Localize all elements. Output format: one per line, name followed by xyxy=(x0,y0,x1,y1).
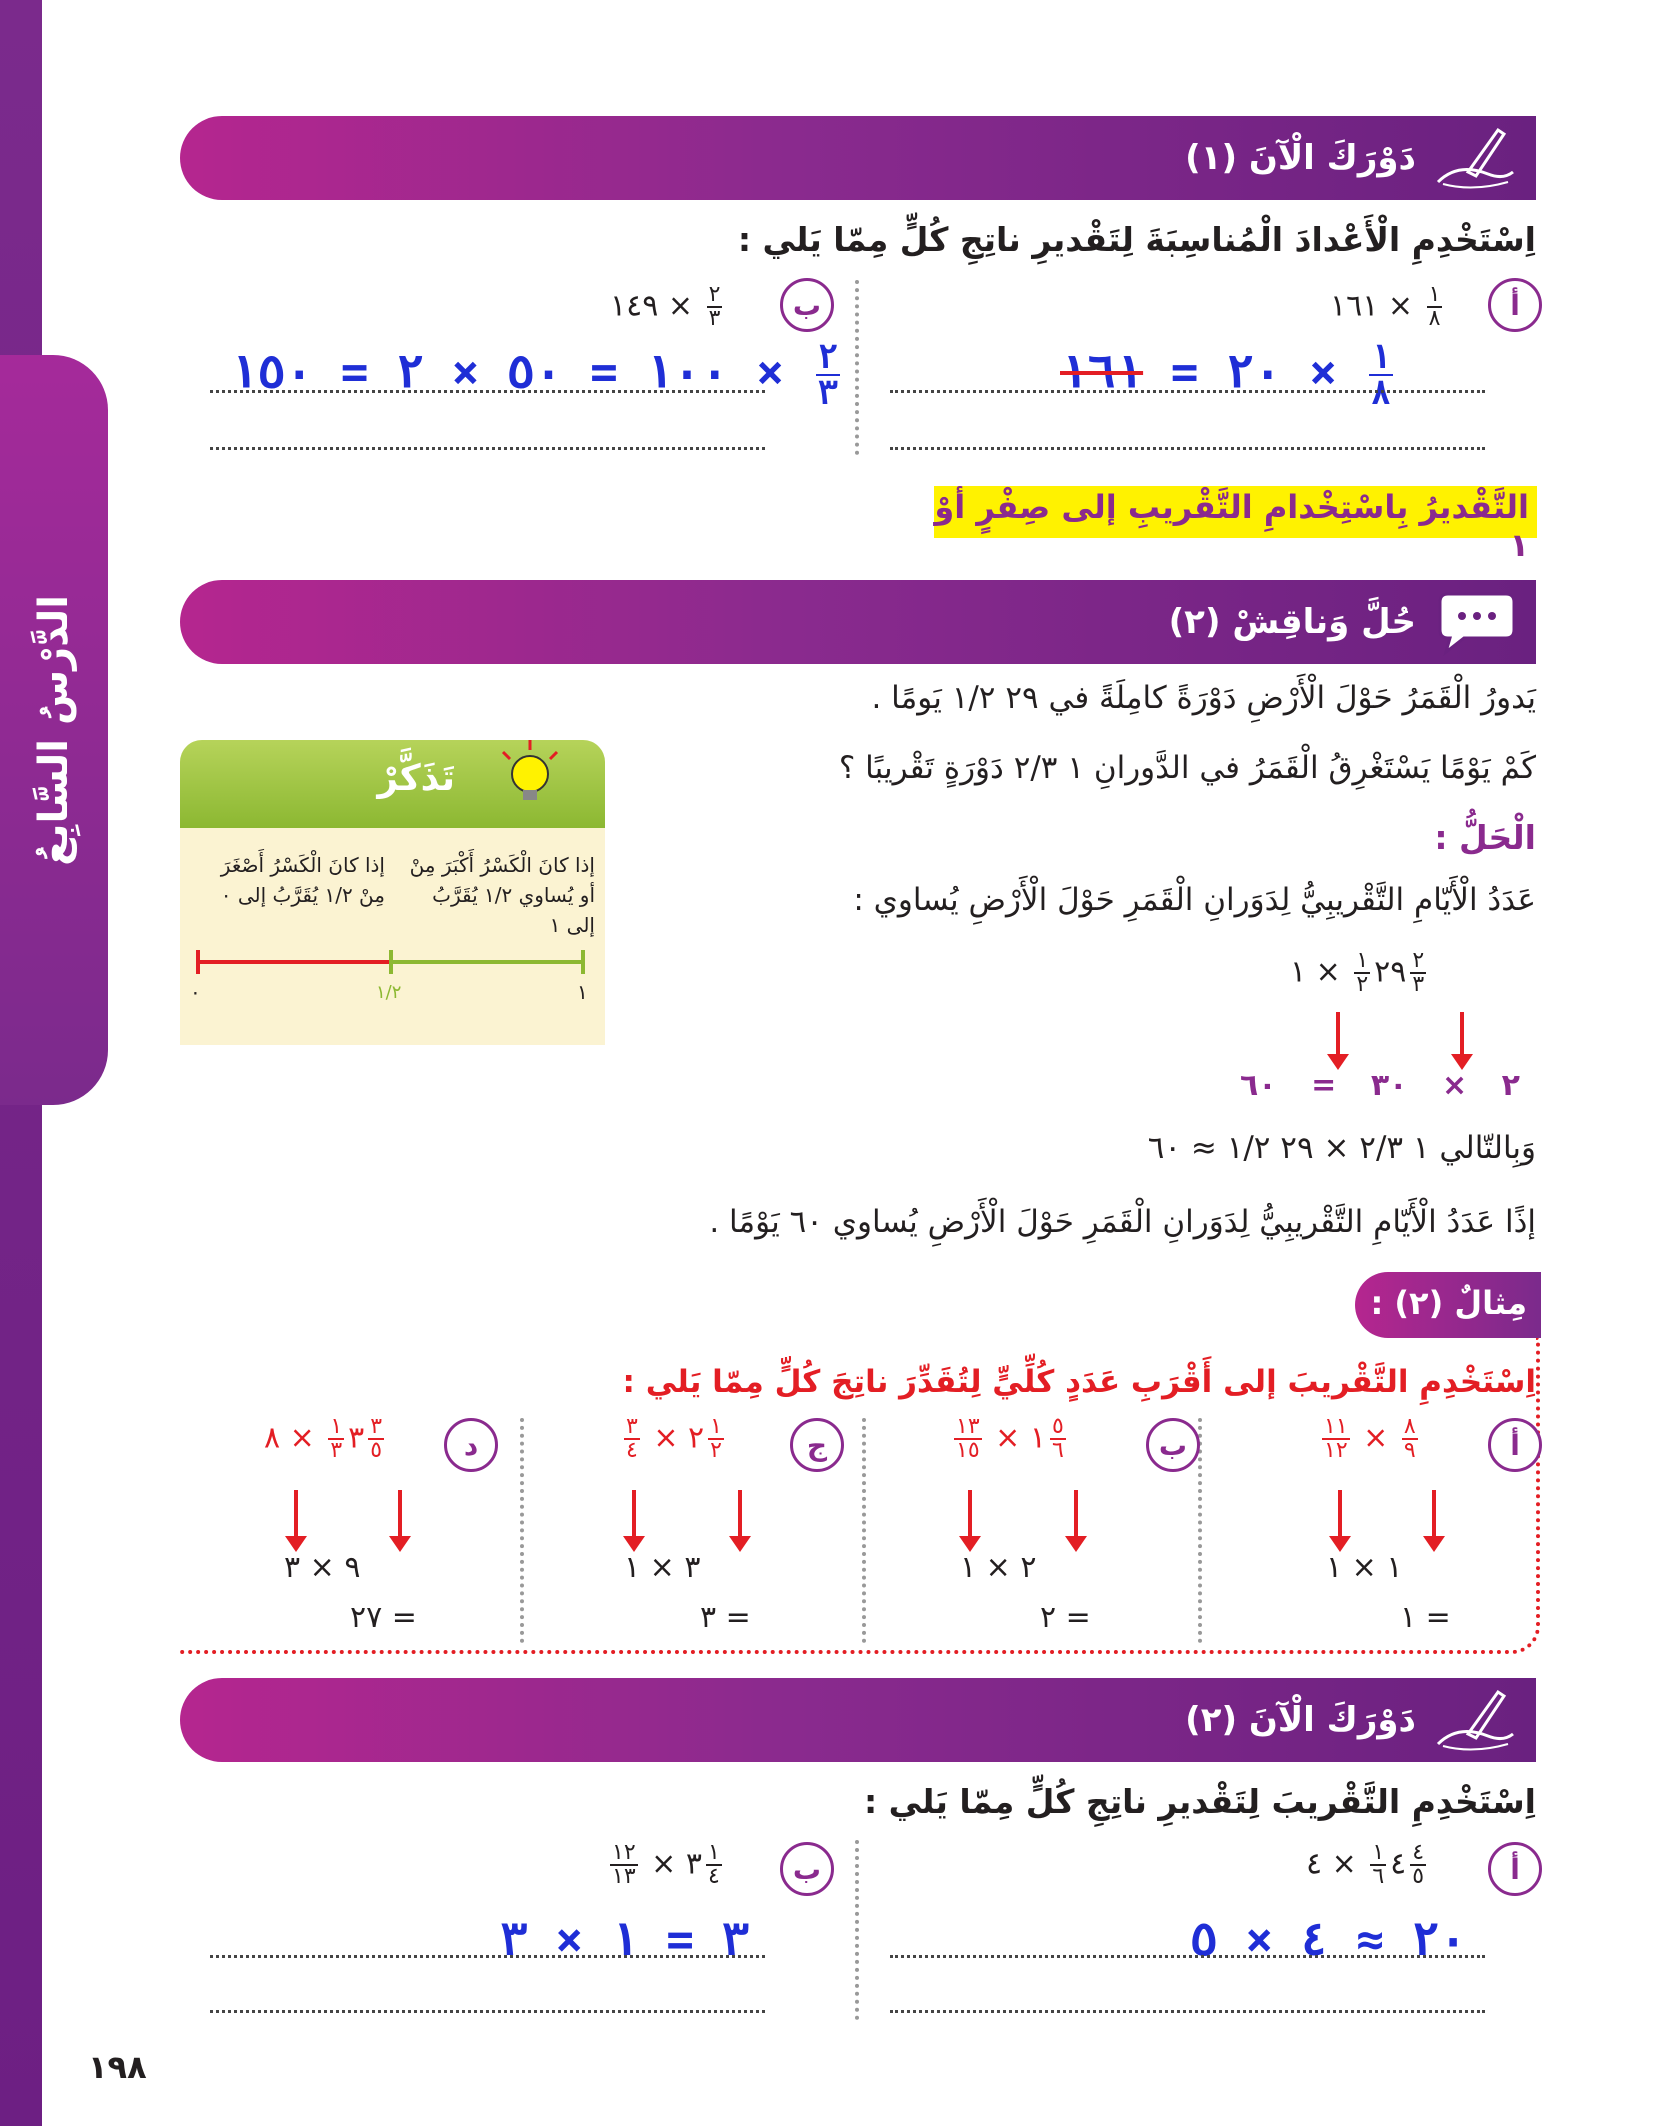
answer-line xyxy=(890,2010,1485,2013)
answer-line xyxy=(210,447,765,450)
discuss-title: حُلَّ وَناقِشْ (٢) xyxy=(1168,602,1416,642)
item-b-badge: ب xyxy=(780,278,834,332)
down-arrow xyxy=(398,1490,402,1538)
remember-rule-half-or-more: إذا كانَ الْكَسْرُ أَكْبَرَ مِنْ أو يُساوي ١/٢ يُقَرَّبُ إلى ١ xyxy=(409,853,595,937)
down-arrow xyxy=(632,1490,636,1538)
remember-header xyxy=(180,740,605,828)
turn1-title: دَوْرَكَ الْآنَ (١) xyxy=(1185,138,1416,178)
answer-line xyxy=(210,1955,765,1958)
turn1-b-handwritten-answer: ١٠٠ = ٥٠ × ٢ = ١٥٠ × $\frac{٢}{٣}$ xyxy=(230,337,839,413)
turn2-b-handwritten-answer: ٣ = ١ × ٣ xyxy=(500,1912,750,1966)
scale-red-segment xyxy=(198,960,390,964)
column-divider xyxy=(855,280,859,455)
example-a-rounded: ١ × ١ xyxy=(1326,1550,1403,1585)
turn1-banner xyxy=(180,116,1536,200)
scale-tick xyxy=(389,950,393,974)
lesson-side-title xyxy=(0,355,108,1105)
example-a-expression: $\frac{١١}{١٢}$ × $\frac{٨}{٩}$ xyxy=(1324,1414,1416,1463)
lesson-side-title-text: الدَّرْسُ السَّابِعُ xyxy=(31,594,77,866)
answer-line xyxy=(890,447,1485,450)
example-c-rounded: ٣ × ١ xyxy=(624,1550,701,1585)
down-arrow xyxy=(1074,1490,1078,1538)
example-c-result: = ٣ xyxy=(700,1600,751,1635)
scale-tick xyxy=(581,950,585,974)
example-b-result: = ٢ xyxy=(1040,1600,1091,1635)
item-b-badge: ب xyxy=(780,1842,834,1896)
example-d-expression: ٣ $\frac{١}{٣}$ × ٨ $\frac{٣}{٥}$ xyxy=(264,1414,383,1463)
example-c-expression: $\frac{٣}{٤}$ × ٢ $\frac{١}{٢}$ xyxy=(626,1414,722,1463)
turn2-title: دَوْرَكَ الْآنَ (٢) xyxy=(1185,1700,1416,1740)
solution-label: الْحَلُّ : xyxy=(1434,818,1536,857)
down-arrow xyxy=(1460,1012,1464,1056)
turn2-a-expression: ٤ $\frac{١}{٦}$ × ٤ $\frac{٤}{٥}$ xyxy=(1306,1840,1425,1889)
down-arrow xyxy=(1336,1012,1340,1056)
turn2-banner xyxy=(180,1678,1536,1762)
discuss-line1: يَدورُ الْقَمَرُ حَوْلَ الْأَرْضِ دَوْرَةً كامِلَةً في ٢٩ ١/٢ يَومًا . xyxy=(871,680,1536,716)
discuss-banner xyxy=(180,580,1536,664)
discuss-line3: عَدَدُ الْأَيّامِ التَّقْريبِيُّ لِدَوَرانِ الْقَمَرِ حَوْلَ الْأَرْضِ يُساوي : xyxy=(853,882,1536,918)
highlight-heading: التَّقْديرُ بِاسْتِخْدامِ التَّقْريبِ إلى صِفْرٍ أوْ ١ xyxy=(934,488,1529,564)
writing-hand-icon xyxy=(1428,1684,1518,1756)
remember-rule-less-than-half: إذا كانَ الْكَسْرُ أَصْغَرَ مِنْ ١/٢ يُقَرَّبُ إلى ٠ xyxy=(220,853,385,907)
item-a-badge: أ xyxy=(1488,1842,1542,1896)
answer-line xyxy=(890,1955,1485,1958)
turn2-a-handwritten-answer: ٢٠ ≈ ٤ × ٥ xyxy=(1190,1912,1467,1966)
example-a-badge: أ xyxy=(1488,1418,1542,1472)
turn2-b-expression: $\frac{١٢}{١٣}$ × ٣ $\frac{١}{٤}$ xyxy=(612,1840,720,1889)
scale-label-zero: ٠ xyxy=(190,980,201,1004)
example-b-rounded: ٢ × ١ xyxy=(960,1550,1037,1585)
scale-green-segment xyxy=(390,960,583,964)
example-d-rounded: ٩ × ٣ xyxy=(284,1550,361,1585)
answer-line xyxy=(890,390,1485,393)
example-a-result: = ١ xyxy=(1400,1600,1451,1635)
example-title: مِثالٌ (٢) : xyxy=(1370,1284,1527,1322)
down-arrow xyxy=(294,1490,298,1538)
page-number: ١٩٨ xyxy=(88,2048,147,2086)
discuss-conclusion: وَبِالتّالي ١ ٢/٣ × ٢٩ ١/٢ ≈ ٦٠ xyxy=(1147,1130,1536,1166)
example-b-badge: ب xyxy=(1146,1418,1200,1472)
example-instruction: اِسْتَخْدِمِ التَّقْريبَ إلى أَقْرَبِ عَدَدٍ كُلِّيٍّ لِتُقَدِّرَ ناتِجَ كُلٍّ مِمّا يَلي : xyxy=(622,1364,1536,1400)
down-arrow xyxy=(968,1490,972,1538)
example-d-badge: د xyxy=(444,1418,498,1472)
scale-label-half: ١/٢ xyxy=(376,982,402,1003)
writing-hand-icon xyxy=(1428,122,1518,194)
answer-line xyxy=(210,390,765,393)
turn1-a-handwritten-answer: ٢٠ = ١٦١ × $\frac{١}{٨}$ xyxy=(1060,337,1392,413)
turn1-b-expression: ١٤٩ × $\frac{٢}{٣}$ xyxy=(610,282,721,331)
turn1-a-expression: ١٦١ × $\frac{١}{٨}$ xyxy=(1330,282,1441,331)
down-arrow xyxy=(1432,1490,1436,1538)
scale-label-one: ١ xyxy=(577,980,588,1004)
turn1-instruction: اِسْتَخْدِمِ الْأَعْدادَ الْمُناسِبَةَ لِتَقْديرِ ناتِجِ كُلٍّ مِمّا يَلي : xyxy=(737,220,1536,259)
answer-line xyxy=(210,2010,765,2013)
column-divider xyxy=(520,1418,524,1643)
remember-title: تَذَكَّرْ xyxy=(377,758,455,799)
discuss-line2: كَمْ يَوْمًا يَسْتَغْرِقُ الْقَمَرُ في الدَّورانِ ١ ٢/٣ دَوْرَةٍ تَقْريبًا ؟ xyxy=(838,750,1536,786)
moon-expression: ٢٩ $\frac{١}{٢}$ × ١ $\frac{٢}{٣}$ xyxy=(1290,948,1425,997)
example-label-tab xyxy=(1355,1272,1541,1338)
lightbulb-icon xyxy=(485,732,575,812)
discuss-final: إذًا عَدَدُ الْأَيّامِ التَّقْريبِيُّ لِدَوَرانِ الْقَمَرِ حَوْلَ الْأَرْضِ يُساوي ٦٠ يَوْمًا . xyxy=(709,1204,1536,1240)
column-divider xyxy=(862,1418,866,1643)
rounded-expression: ٦٠ = ٣٠ × ٢ xyxy=(1240,1068,1520,1103)
down-arrow xyxy=(1338,1490,1342,1538)
example-d-result: = ٢٧ xyxy=(350,1600,417,1635)
turn2-instruction: اِسْتَخْدِمِ التَّقْريبَ لِتَقْديرِ ناتِجِ كُلٍّ مِمّا يَلي : xyxy=(863,1782,1536,1821)
example-c-badge: ج xyxy=(790,1418,844,1472)
scale-tick xyxy=(196,950,200,974)
down-arrow xyxy=(738,1490,742,1538)
speech-bubble-icon xyxy=(1428,586,1518,658)
item-a-badge: أ xyxy=(1488,278,1542,332)
example-b-expression: $\frac{١٣}{١٥}$ × ١ $\frac{٥}{٦}$ xyxy=(956,1414,1064,1463)
column-divider xyxy=(855,1840,859,2020)
